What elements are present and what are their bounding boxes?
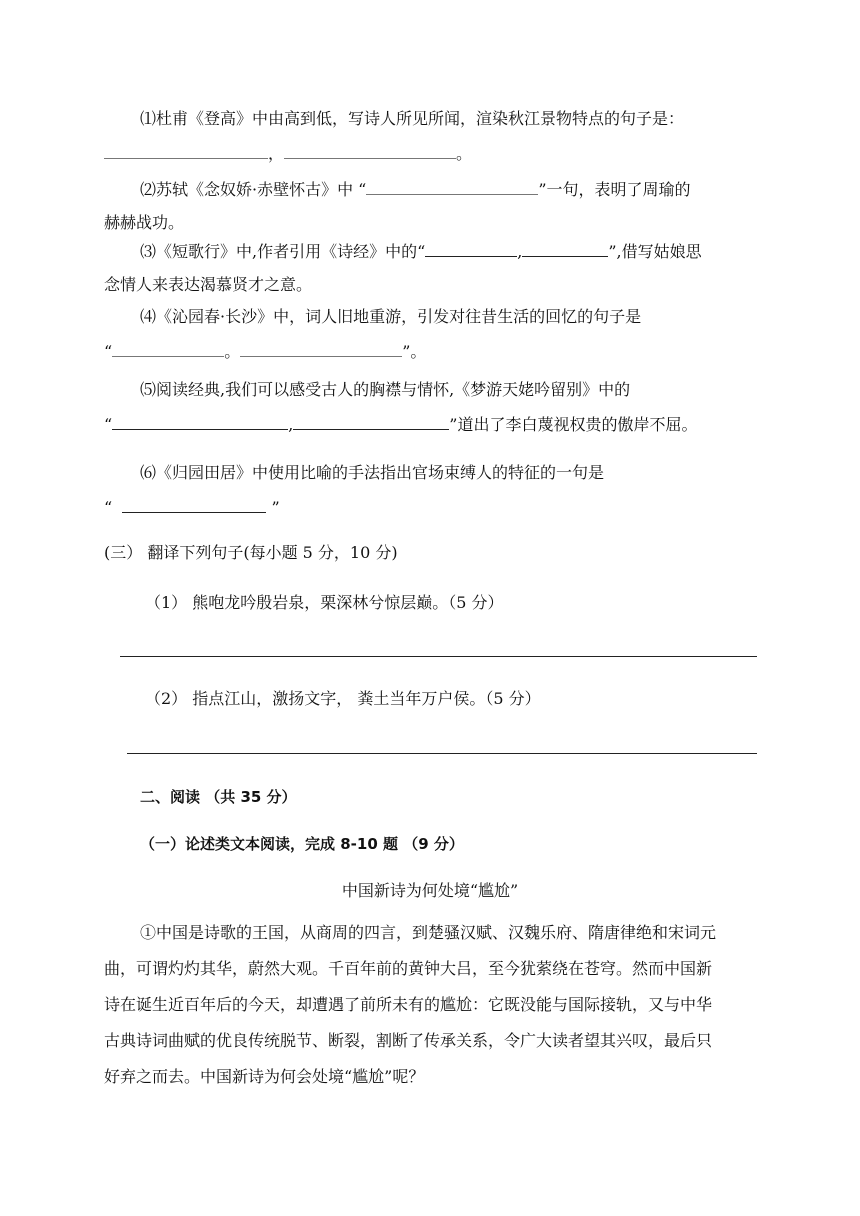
question-6-line-1: ⑹《归园田居》中使用比喻的手法指出官场束缚人的特征的一句是 xyxy=(140,463,605,482)
answer-blank[interactable] xyxy=(122,496,266,513)
part-2-subheading: （一）论述类文本阅读，完成 8-10 题 （9 分） xyxy=(140,835,464,853)
question-2-text-a: ⑵苏轼《念奴娇·赤壁怀古》中 “ xyxy=(140,180,367,199)
question-5-line-1: ⑸阅读经典,我们可以感受古人的胸襟与情怀,《梦游天姥吟留别》中的 xyxy=(140,380,631,399)
question-2-line-2: 赫赫战功。 xyxy=(104,213,185,232)
section-3-title: (三） 翻译下列句子(每小题 5 分，10 分) xyxy=(104,543,398,562)
part-2-heading: 二、阅读 （共 35 分） xyxy=(140,788,297,806)
article-paragraph-line: 诗在诞生近百年后的今天，却遭遇了前所未有的尴尬：它既没能与国际接轨，又与中华 xyxy=(104,995,713,1014)
answer-blank[interactable] xyxy=(522,240,608,257)
article-paragraph-line: 好弃之而去。中国新诗为何会处境“尴尬”呢？ xyxy=(104,1067,425,1086)
punctuation: “ xyxy=(104,342,113,361)
punctuation: 。 xyxy=(224,342,241,361)
question-2-line-1 xyxy=(140,178,691,201)
question-4-line-2 xyxy=(104,340,426,363)
article-title: 中国新诗为何处境“尴尬” xyxy=(341,881,519,900)
article-paragraph-line: 曲，可谓灼灼其华，蔚然大观。千百年前的黄钟大吕，至今犹萦绕在苍穹。然而中国新 xyxy=(104,959,713,978)
article-paragraph-line: 古典诗词曲赋的优良传统脱节、断裂，割断了传承关系，令广大读者望其兴叹，最后只 xyxy=(104,1031,713,1050)
article-paragraph-line: ①中国是诗歌的王国，从商周的四言，到楚骚汉赋、汉魏乐府、隋唐律绝和宋词元 xyxy=(140,923,717,942)
answer-line-2[interactable] xyxy=(127,753,757,754)
question-5-text-b: ”道出了李白蔑视权贵的傲岸不屈。 xyxy=(449,415,698,434)
answer-blank[interactable] xyxy=(293,413,449,430)
answer-blank[interactable] xyxy=(112,413,288,430)
punctuation: ” xyxy=(271,498,280,517)
question-2-text-b: ”一句，表明了周瑜的 xyxy=(538,180,691,199)
question-1-answer-line xyxy=(104,142,472,165)
translate-item-1: （1） 熊咆龙吟殷岩泉，栗深林兮惊层巅。（5 分） xyxy=(145,593,504,612)
punctuation: , xyxy=(517,242,523,261)
question-3-text-a: ⑶《短歌行》中,作者引用《诗经》中的“ xyxy=(140,242,426,261)
punctuation: ”。 xyxy=(402,342,427,361)
question-3-line-1 xyxy=(140,240,702,263)
question-3-text-b: ”,借写姑娘思 xyxy=(608,242,702,261)
question-4-line-1: ⑷《沁园春·长沙》中，词人旧地重游，引发对往昔生活的回忆的句子是 xyxy=(140,307,642,326)
question-1-text: ⑴杜甫《登高》中由高到低，写诗人所见所闻，渲染秋江景物特点的句子是： xyxy=(140,109,685,128)
answer-line-1[interactable] xyxy=(120,656,757,657)
punctuation: “ xyxy=(104,415,113,434)
answer-blank[interactable] xyxy=(240,340,402,357)
answer-blank[interactable] xyxy=(112,340,224,357)
answer-blank[interactable] xyxy=(104,142,268,159)
question-6-line-2 xyxy=(104,496,280,519)
answer-blank[interactable] xyxy=(284,142,456,159)
answer-blank[interactable] xyxy=(425,240,517,257)
answer-blank[interactable] xyxy=(366,178,538,195)
punctuation: , xyxy=(288,415,294,434)
question-5-line-2 xyxy=(104,413,697,436)
punctuation: 。 xyxy=(456,144,473,163)
translate-item-2: （2） 指点江山，激扬文字， 粪土当年万户侯。（5 分） xyxy=(145,689,541,708)
punctuation: ， xyxy=(268,144,285,163)
question-3-line-2: 念情人来表达渴慕贤才之意。 xyxy=(104,275,313,294)
punctuation: “ xyxy=(104,498,113,517)
